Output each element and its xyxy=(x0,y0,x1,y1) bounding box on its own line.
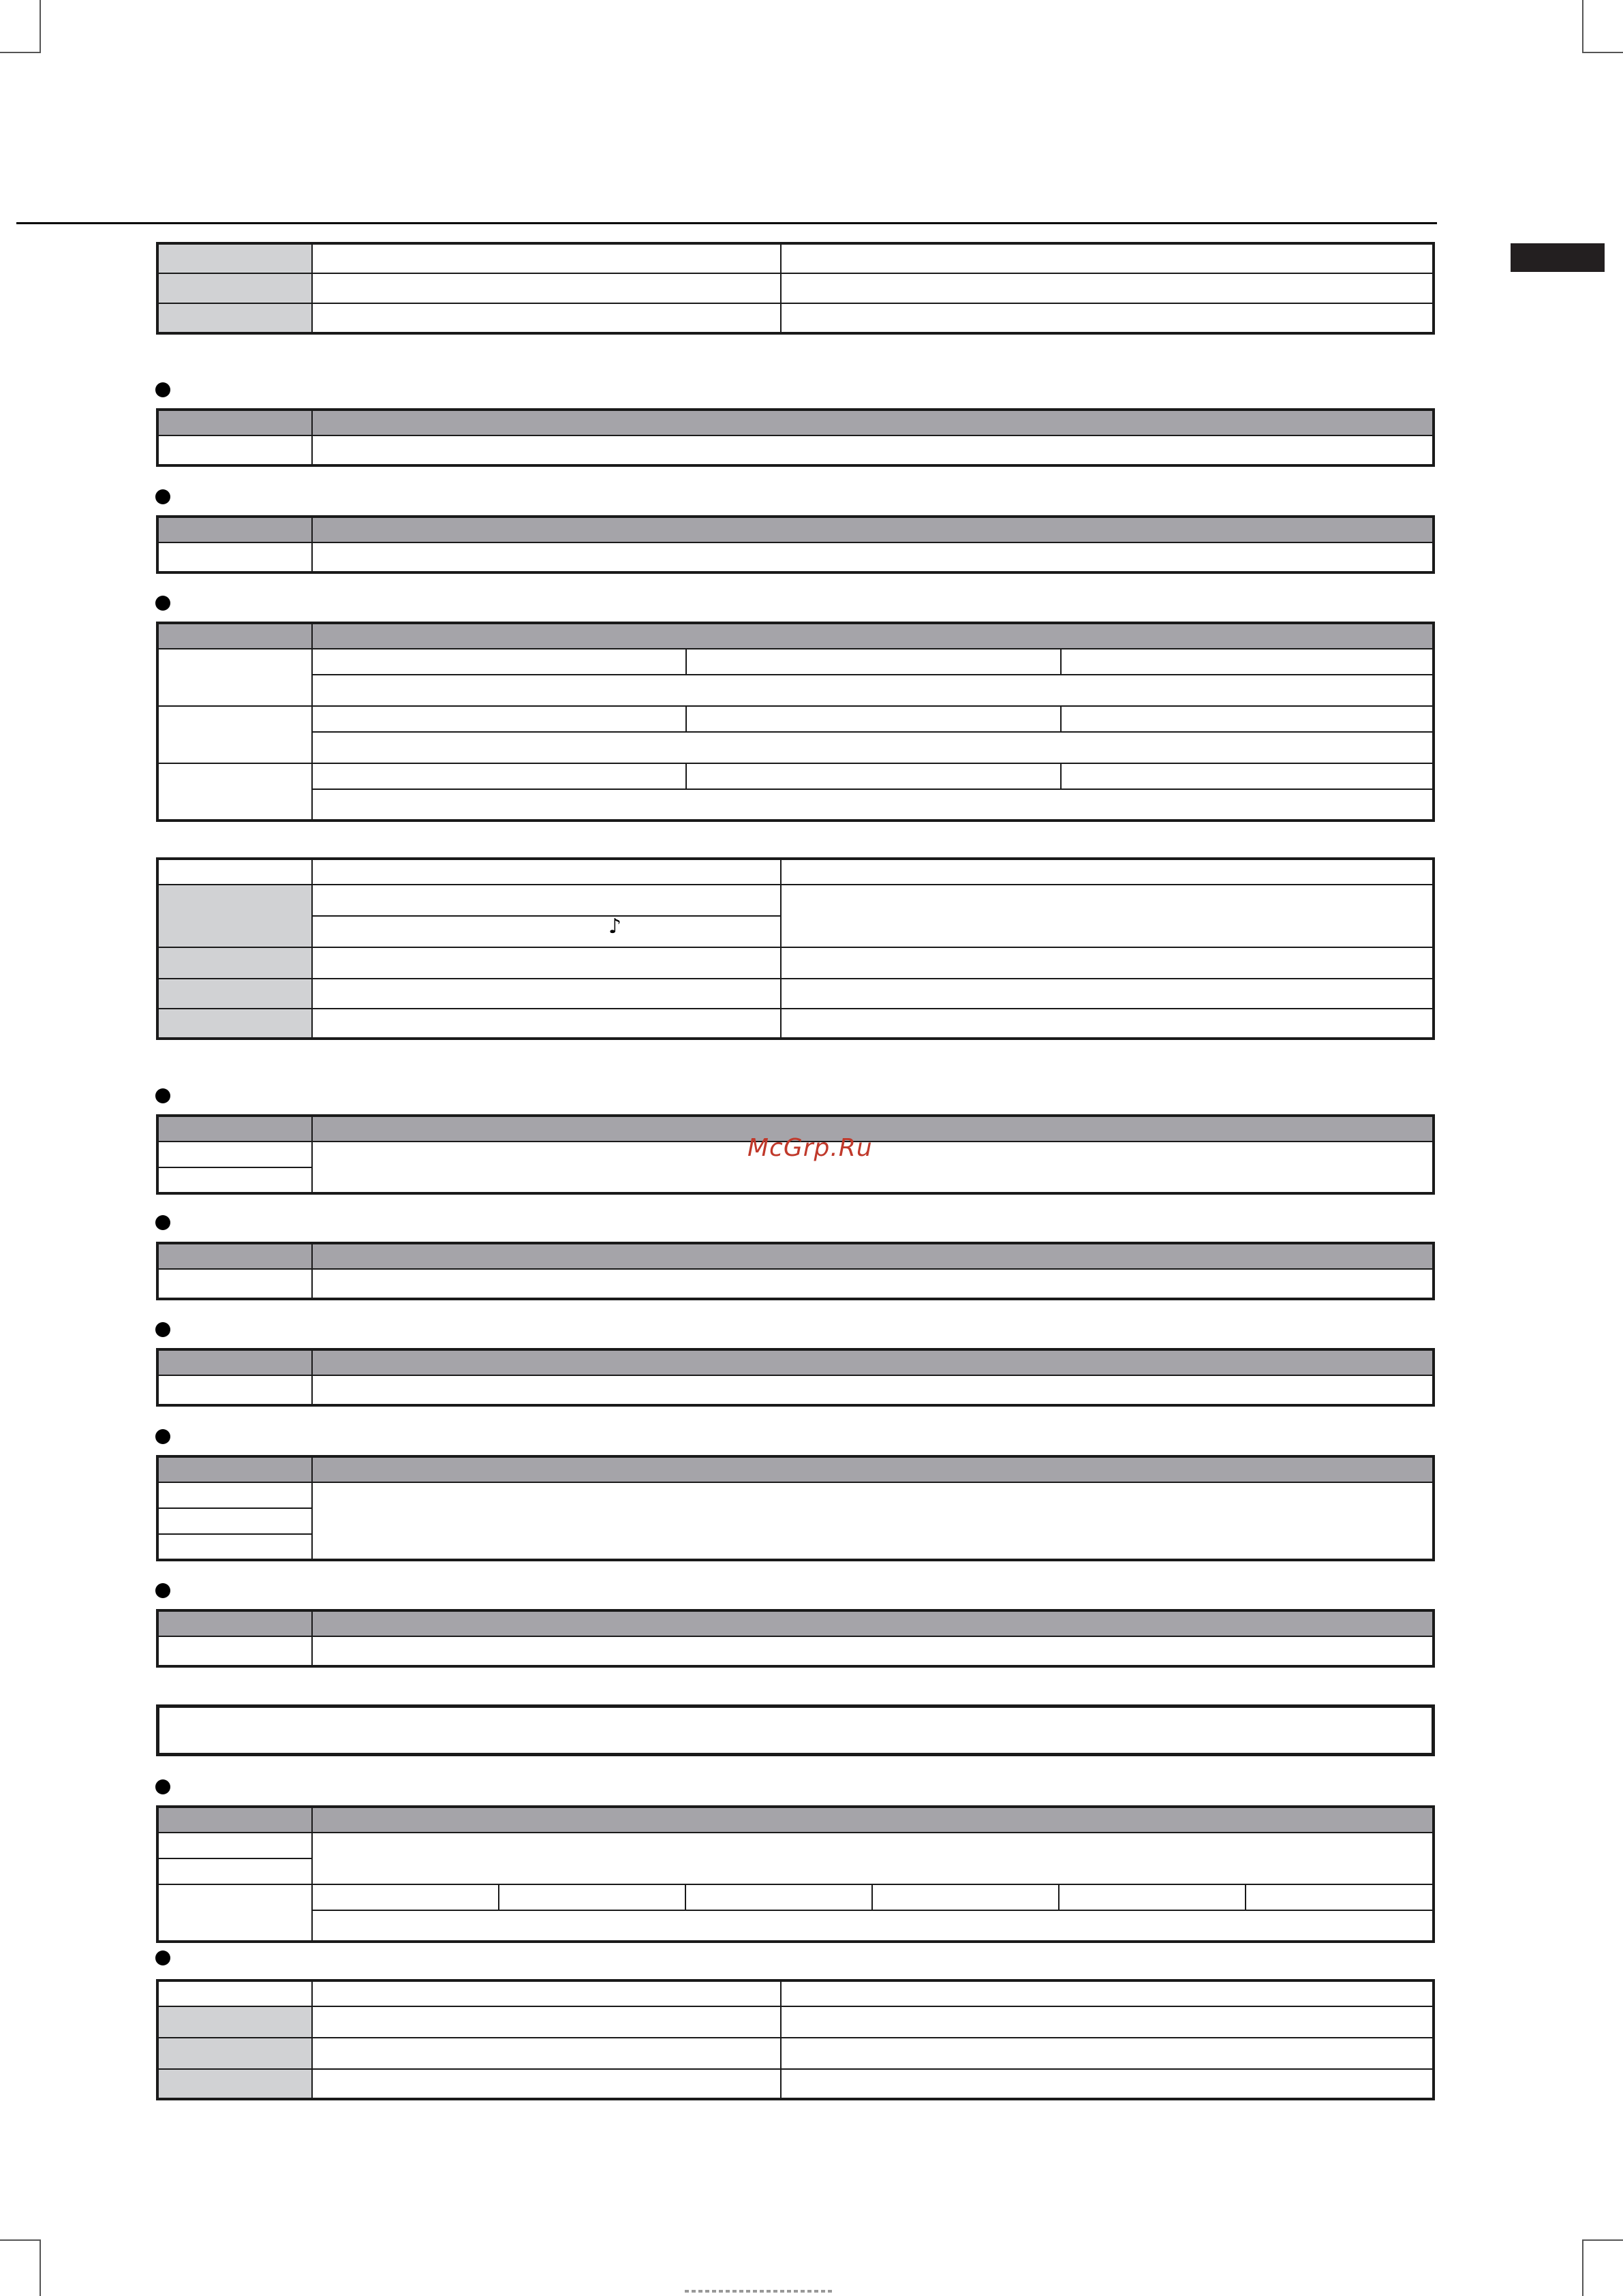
table-cell xyxy=(157,1243,312,1269)
table-cell xyxy=(686,706,1061,732)
spec-table-4 xyxy=(156,622,1435,822)
table-cell xyxy=(312,542,1434,572)
spec-table-8 xyxy=(156,1348,1435,1407)
crop-mark-bl-v xyxy=(40,2239,41,2296)
table-cell xyxy=(781,273,1434,303)
table-cell xyxy=(781,2069,1434,2099)
crop-mark-br-v xyxy=(1582,2239,1583,2296)
spec-table-1 xyxy=(156,242,1435,335)
table-cell xyxy=(781,1009,1434,1039)
bullet-icon xyxy=(155,1950,170,1965)
bullet-icon xyxy=(155,596,170,611)
crop-mark-tl-v xyxy=(40,0,41,52)
table-cell xyxy=(312,649,686,675)
table-cell xyxy=(312,947,781,979)
table-cell xyxy=(157,623,312,649)
table-cell xyxy=(157,2038,312,2069)
table-cell xyxy=(312,2069,781,2099)
table-cell xyxy=(312,1349,1434,1375)
table-cell xyxy=(312,1269,1434,1299)
table-cell xyxy=(312,1009,781,1039)
table-cell xyxy=(157,1009,312,1039)
table-cell xyxy=(157,706,312,763)
table-cell xyxy=(312,273,781,303)
table-cell xyxy=(312,2006,781,2038)
table-cell xyxy=(781,947,1434,979)
bullet-icon xyxy=(155,1583,170,1598)
table-cell xyxy=(312,1482,1434,1560)
table-cell xyxy=(312,732,1434,763)
table-cell xyxy=(781,885,1434,947)
table-cell xyxy=(157,2006,312,2038)
table-cell xyxy=(312,789,1434,821)
table-cell xyxy=(157,1610,312,1636)
table-cell xyxy=(157,1375,312,1405)
bullet-icon xyxy=(155,1088,170,1103)
table-cell xyxy=(686,649,1061,675)
table-cell xyxy=(1246,1884,1434,1910)
bullet-icon xyxy=(155,489,170,504)
bullet-icon xyxy=(155,1322,170,1337)
table-cell xyxy=(781,303,1434,333)
table-cell xyxy=(157,1807,312,1833)
spec-table-11 xyxy=(156,1805,1435,1943)
table-cell xyxy=(312,1610,1434,1636)
table-cell xyxy=(157,1349,312,1375)
table-cell xyxy=(157,885,312,947)
table-cell xyxy=(157,1482,312,1508)
table-cell xyxy=(157,979,312,1009)
table-cell xyxy=(157,947,312,979)
section-tab-marker xyxy=(1511,243,1605,272)
crop-mark-tl-h xyxy=(0,52,41,53)
table-cell xyxy=(312,1375,1434,1405)
table-cell xyxy=(157,763,312,821)
table-cell xyxy=(781,2006,1434,2038)
table-cell xyxy=(312,1243,1434,1269)
table-cell xyxy=(157,435,312,465)
table-cell xyxy=(312,1833,1434,1884)
table-cell xyxy=(312,623,1434,649)
table-cell xyxy=(312,706,686,732)
table-cell xyxy=(157,859,312,885)
table-cell xyxy=(781,979,1434,1009)
table-cell xyxy=(312,979,781,1009)
table-cell xyxy=(1061,763,1434,789)
table-cell xyxy=(157,1116,312,1142)
bullet-icon xyxy=(155,1215,170,1230)
table-cell xyxy=(312,1116,1434,1142)
table-cell xyxy=(1059,1884,1246,1910)
bullet-icon xyxy=(155,1429,170,1444)
table-cell xyxy=(312,1456,1434,1482)
table-cell xyxy=(312,763,686,789)
table-cell xyxy=(157,542,312,572)
table-cell xyxy=(781,859,1434,885)
footer-print-marks xyxy=(685,2290,835,2293)
row-label xyxy=(157,303,312,333)
table-cell xyxy=(157,1833,312,1858)
table-cell xyxy=(781,1980,1434,2006)
table-cell xyxy=(1061,649,1434,675)
music-note-icon: ♪ xyxy=(608,915,622,938)
crop-mark-tr-h xyxy=(1582,52,1623,53)
table-cell xyxy=(157,1980,312,2006)
table-cell xyxy=(781,243,1434,273)
table-cell xyxy=(157,1884,312,1942)
table-cell xyxy=(312,1636,1434,1666)
table-cell xyxy=(312,2038,781,2069)
table-cell xyxy=(157,1167,312,1193)
table-cell xyxy=(872,1884,1059,1910)
header-rule xyxy=(16,222,1437,224)
table-cell xyxy=(312,410,1434,435)
table-cell xyxy=(312,243,781,273)
row-label xyxy=(157,243,312,273)
crop-mark-tr-v xyxy=(1582,0,1583,52)
table-cell xyxy=(157,649,312,706)
table-cell xyxy=(157,1534,312,1560)
table-cell xyxy=(312,1884,499,1910)
table-cell xyxy=(312,675,1434,706)
spec-table-12 xyxy=(156,1979,1435,2100)
table-cell xyxy=(686,763,1061,789)
table-cell xyxy=(157,1508,312,1534)
table-cell xyxy=(157,517,312,542)
table-cell xyxy=(157,1636,312,1666)
crop-mark-bl-h xyxy=(0,2239,41,2241)
table-cell xyxy=(312,885,781,916)
table-cell xyxy=(157,2069,312,2099)
table-cell xyxy=(157,1269,312,1299)
bullet-icon xyxy=(155,382,170,397)
table-cell xyxy=(312,1142,1434,1193)
row-label xyxy=(157,273,312,303)
bullet-icon xyxy=(155,1779,170,1794)
table-cell xyxy=(157,1142,312,1167)
table-cell xyxy=(312,517,1434,542)
table-cell xyxy=(312,435,1434,465)
table-cell xyxy=(312,859,781,885)
crop-mark-br-h xyxy=(1582,2239,1623,2241)
boxed-panel xyxy=(156,1704,1435,1756)
table-cell xyxy=(312,916,781,947)
spec-table-9 xyxy=(156,1455,1435,1561)
table-cell xyxy=(312,1980,781,2006)
table-cell xyxy=(685,1884,872,1910)
table-cell xyxy=(781,2038,1434,2069)
table-cell xyxy=(499,1884,685,1910)
table-cell xyxy=(312,1910,1434,1942)
table-cell xyxy=(1061,706,1434,732)
spec-table-2 xyxy=(156,408,1435,467)
spec-table-5 xyxy=(156,857,1435,1040)
table-cell xyxy=(157,1456,312,1482)
spec-table-7 xyxy=(156,1242,1435,1300)
table-cell xyxy=(157,1858,312,1884)
spec-table-3 xyxy=(156,515,1435,574)
spec-table-10 xyxy=(156,1609,1435,1668)
table-cell xyxy=(312,1807,1434,1833)
table-cell xyxy=(312,303,781,333)
watermark-text: McGrp.Ru xyxy=(747,1134,873,1162)
table-cell xyxy=(157,410,312,435)
